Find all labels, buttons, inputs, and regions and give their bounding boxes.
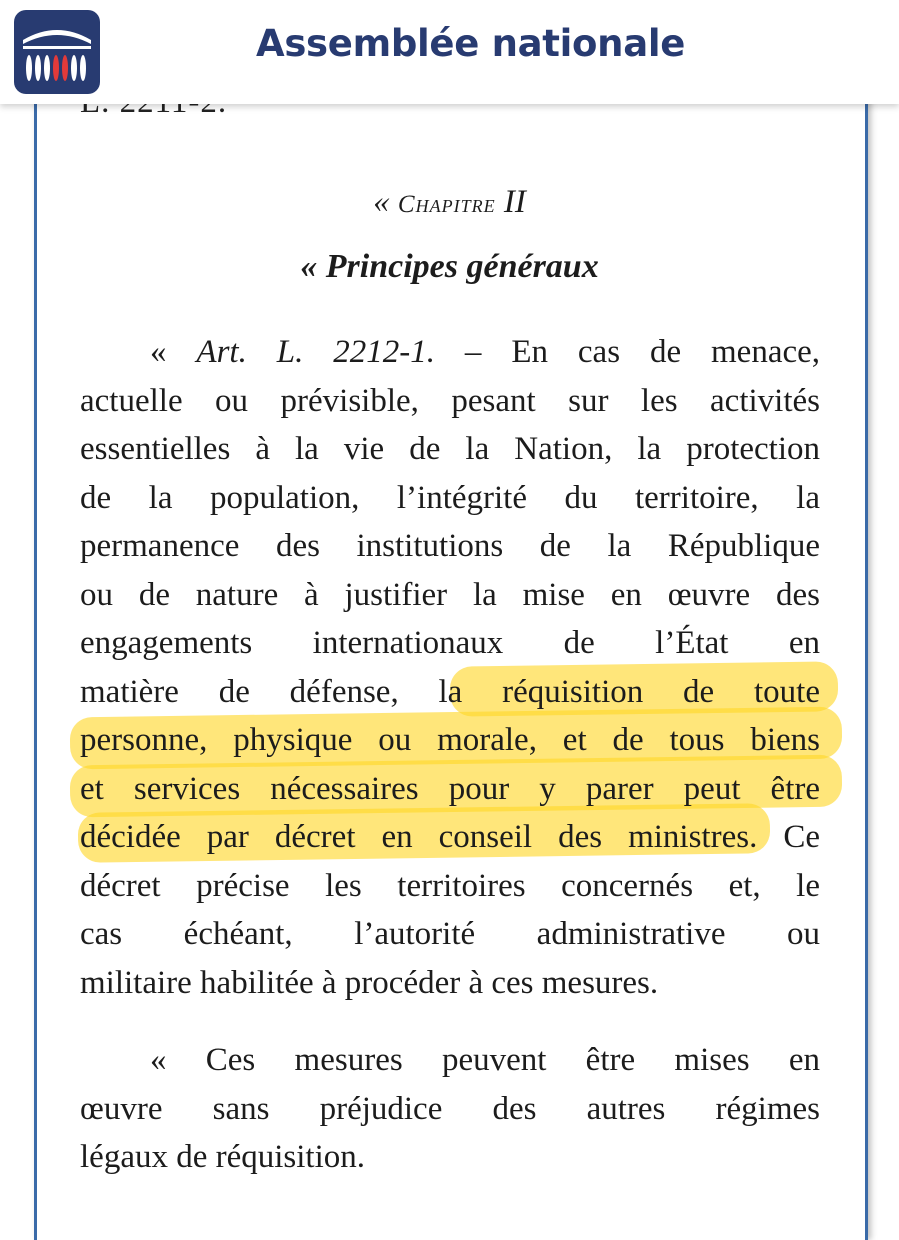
paragraph-line: œuvre sans préjudice des autres régimes: [80, 1090, 820, 1127]
article-ref: Art. L. 2212-1.: [196, 334, 436, 370]
hemicycle-icon[interactable]: [14, 10, 100, 94]
app-header: [0, 0, 899, 104]
article-line: matière de défense, la réquisition de toute: [80, 673, 820, 710]
measures-paragraph: [80, 1036, 820, 1182]
app-title: Assemblée nationale: [256, 22, 686, 65]
article-line: personne, physique ou morale, et de tous biens: [80, 722, 820, 758]
chapter-number: II: [495, 184, 526, 220]
article-line: décret précise les territoires concernés et, le: [80, 867, 820, 904]
chapter-quote: «: [373, 184, 398, 220]
chapter-heading: [0, 184, 899, 221]
article-line: actuelle ou prévisible, pesant sur les activités: [80, 382, 820, 419]
article-line: ou de nature à justifier la mise en œuvre des: [80, 576, 820, 613]
section-title: « Principes généraux: [300, 248, 599, 285]
article-line: et services nécessaires pour y parer peut être: [80, 770, 820, 807]
article-paragraph: [80, 328, 820, 1007]
article-line: [80, 328, 820, 377]
article-line: essentielles à la vie de la Nation, la protection: [80, 431, 820, 467]
article-quote: «: [150, 334, 197, 370]
article-text: En cas de menace,: [511, 334, 821, 370]
article-line: de la population, l’intégrité du territoire, la: [80, 479, 820, 516]
article-line: permanence des institutions de la République: [80, 528, 820, 564]
chapter-label: Chapitre: [397, 191, 496, 218]
article-line: militaire habilitée à procéder à ces mesures.: [80, 964, 659, 1001]
article-dash: –: [435, 334, 512, 370]
article-line: engagements internationaux de l’État en: [80, 625, 820, 661]
article-line: cas échéant, l’autorité administrative ou: [80, 916, 820, 952]
paragraph-line: légaux de réquisition.: [80, 1139, 366, 1175]
article-line: décidée par décret en conseil des ministres. Ce: [80, 819, 820, 855]
paragraph-line: « Ces mesures peuvent être mises en: [150, 1042, 820, 1078]
